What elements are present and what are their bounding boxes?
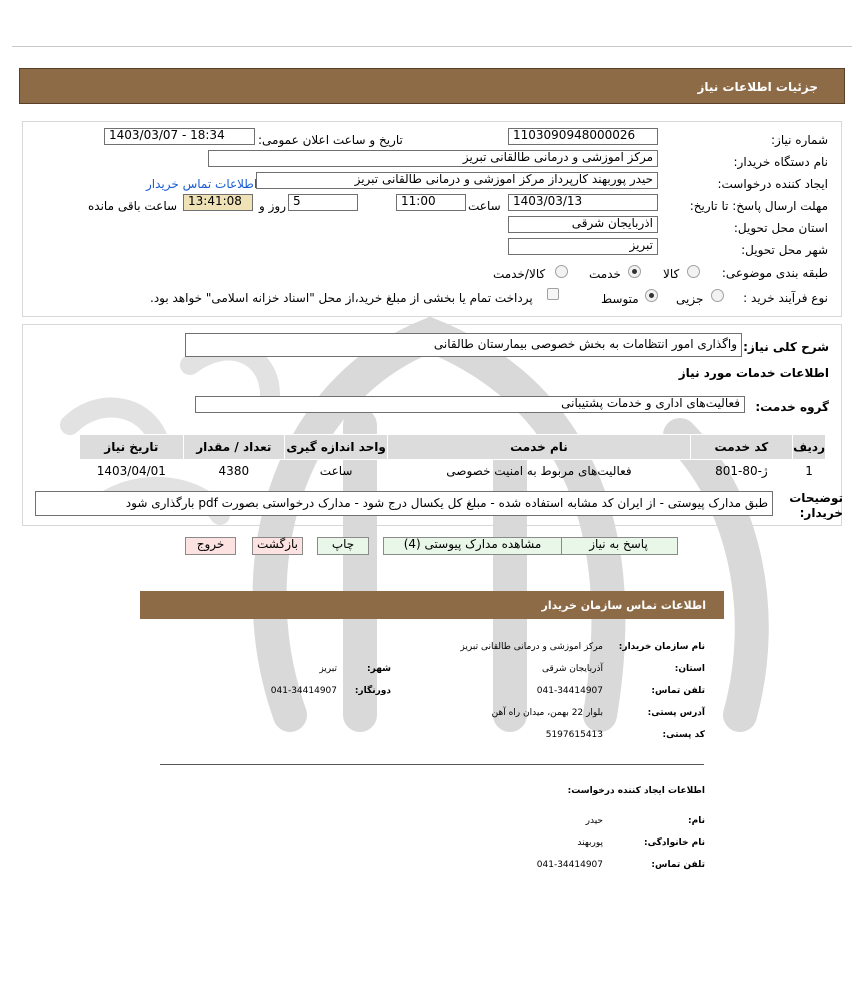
cell-name: فعالیت‌های مربوط به امنیت خصوصی (446, 463, 632, 478)
category-label: طبقه بندی موضوعی: (721, 266, 828, 280)
announce-date-field[interactable]: 1403/03/07 - 18:34 (104, 128, 255, 145)
top-divider (12, 46, 852, 47)
cell-row: 1 (805, 463, 813, 478)
contact-divider (160, 764, 704, 765)
buyer-org-field[interactable]: مرکز اموزشی و درمانی طالقانی تبریز (208, 150, 658, 167)
days-field[interactable]: 5 (288, 194, 358, 211)
remaining-label: ساعت باقی مانده (88, 199, 178, 213)
service-group-field[interactable]: فعالیت‌های اداری و خدمات پشتیبانی (195, 396, 745, 413)
need-number-field[interactable]: 1103090948000026 (508, 128, 658, 145)
col-qty-header: تعداد / مقدار (183, 435, 284, 460)
days-label: روز و (259, 199, 286, 213)
contact-province-label: استان: (674, 664, 705, 674)
buyer-contact-link[interactable]: اطلاعات تماس خریدار (146, 177, 258, 191)
deadline-label: مهلت ارسال پاسخ: تا تاریخ: (689, 199, 828, 213)
treasury-payment-note: پرداخت تمام یا بخشی از مبلغ خرید،از محل "اسناد خزانه اسلامی" خواهد بود. (150, 291, 533, 305)
process-label: نوع فرآیند خرید : (743, 291, 828, 305)
services-heading: اطلاعات خدمات مورد نیاز (678, 366, 829, 380)
deadline-date-field[interactable]: 1403/03/13 (508, 194, 658, 211)
process-minor-radio[interactable] (711, 289, 724, 302)
contact-city-value: تبریز (319, 664, 337, 674)
cell-unit: ساعت (319, 463, 353, 478)
back-button[interactable]: بازگشت (252, 537, 303, 555)
contact-city-label: شهر: (367, 664, 391, 674)
requester-title: اطلاعات ایجاد کننده درخواست: (567, 786, 705, 796)
province-field[interactable]: اذربایجان شرقی (508, 216, 658, 233)
cell-qty: 4380 (218, 463, 250, 478)
requester-phone-label: تلفن تماس: (651, 860, 705, 870)
col-code-header: کد خدمت (690, 435, 792, 460)
requester-phone-value: 041-34414907 (536, 860, 603, 870)
requester-family-label: نام خانوادگی: (643, 838, 705, 848)
buyer-notes-field[interactable]: طبق مدارک پیوستی - از ایران کد مشابه استفاده شده - مبلغ کل یکسال درج شود - مدارک درخواستی بصورت pdf بارگذاری شود (35, 491, 773, 516)
col-row-header: ردیف (793, 435, 826, 460)
reply-button[interactable]: پاسخ به نیاز (559, 537, 678, 555)
page-header (19, 68, 845, 104)
process-minor-label: جزیی (676, 292, 704, 306)
announce-date-label: تاریخ و ساعت اعلان عمومی: (258, 133, 403, 147)
category-service-label: خدمت (589, 267, 621, 281)
contact-address-label: آدرس پستی: (647, 708, 705, 718)
contact-org-label: نام سازمان خریدار: (618, 642, 705, 652)
service-group-label: گروه خدمت: (755, 400, 829, 414)
contact-phone-label: تلفن تماس: (651, 686, 705, 696)
remaining-time-field: 13:41:08 (183, 194, 253, 211)
col-date-header: تاریخ نیاز (80, 435, 184, 460)
col-name-header: نام خدمت (388, 435, 690, 460)
need-number-label: شماره نیاز: (771, 133, 828, 147)
cell-date: 1403/04/01 (96, 463, 166, 478)
table-row (80, 460, 826, 482)
contact-province-value: آذربایجان شرقی (542, 664, 603, 674)
contact-header (140, 591, 724, 619)
creator-field[interactable]: حیدر پوربهند کارپرداز مرکز اموزشی و درمانی طالقانی تبریز (256, 172, 658, 189)
print-button[interactable]: چاپ (317, 537, 369, 555)
category-both-label: کالا/خدمت (493, 267, 546, 281)
treasury-payment-checkbox[interactable] (547, 288, 559, 300)
category-goods-label: کالا (663, 267, 680, 281)
process-medium-radio[interactable] (645, 289, 658, 302)
description-field[interactable]: واگذاری امور انتظامات به بخش خصوصی بیمارستان طالقانی (185, 333, 742, 357)
exit-button[interactable]: خروج (185, 537, 236, 555)
contact-address-value: بلوار 22 بهمن، میدان راه آهن (491, 708, 603, 718)
contact-postal-value: 5197615413 (545, 730, 603, 740)
province-label: استان محل تحویل: (733, 221, 828, 235)
buyer-org-label: نام دستگاه خریدار: (733, 155, 828, 169)
contact-fax-label: دورنگار: (354, 686, 391, 696)
deadline-time-label: ساعت (468, 199, 501, 213)
contact-title: اطلاعات تماس سازمان خریدار (541, 599, 706, 612)
process-medium-label: متوسط (601, 292, 639, 306)
category-goods-radio[interactable] (687, 265, 700, 278)
contact-phone-value: 041-34414907 (536, 686, 603, 696)
col-unit-header: واحد اندازه گیری (284, 435, 387, 460)
requester-family-value: پوربهند (577, 838, 603, 848)
contact-postal-label: کد پستی: (662, 730, 705, 740)
category-both-radio[interactable] (555, 265, 568, 278)
category-service-radio[interactable] (628, 265, 641, 278)
deadline-time-field[interactable]: 11:00 (396, 194, 466, 211)
cell-code: ژ-80-801 (715, 463, 768, 478)
requester-name-value: حیدر (585, 816, 603, 826)
requester-name-label: نام: (688, 816, 705, 826)
services-table (79, 434, 826, 482)
attachments-button[interactable]: مشاهده مدارک پیوستی (4) (383, 537, 562, 555)
creator-label: ایجاد کننده درخواست: (717, 177, 828, 191)
description-label: شرح کلی نیاز: (743, 340, 829, 354)
contact-fax-value: 041-34414907 (270, 686, 337, 696)
contact-org-value: مرکز اموزشی و درمانی طالقانی تبریز (460, 642, 603, 652)
city-field[interactable]: تبریز (508, 238, 658, 255)
table-header-row (80, 435, 826, 460)
page-title: جزئیات اطلاعات نیاز (697, 80, 818, 94)
city-label: شهر محل تحویل: (741, 243, 828, 257)
buyer-notes-label: توضیحات خریدار: (789, 491, 843, 520)
